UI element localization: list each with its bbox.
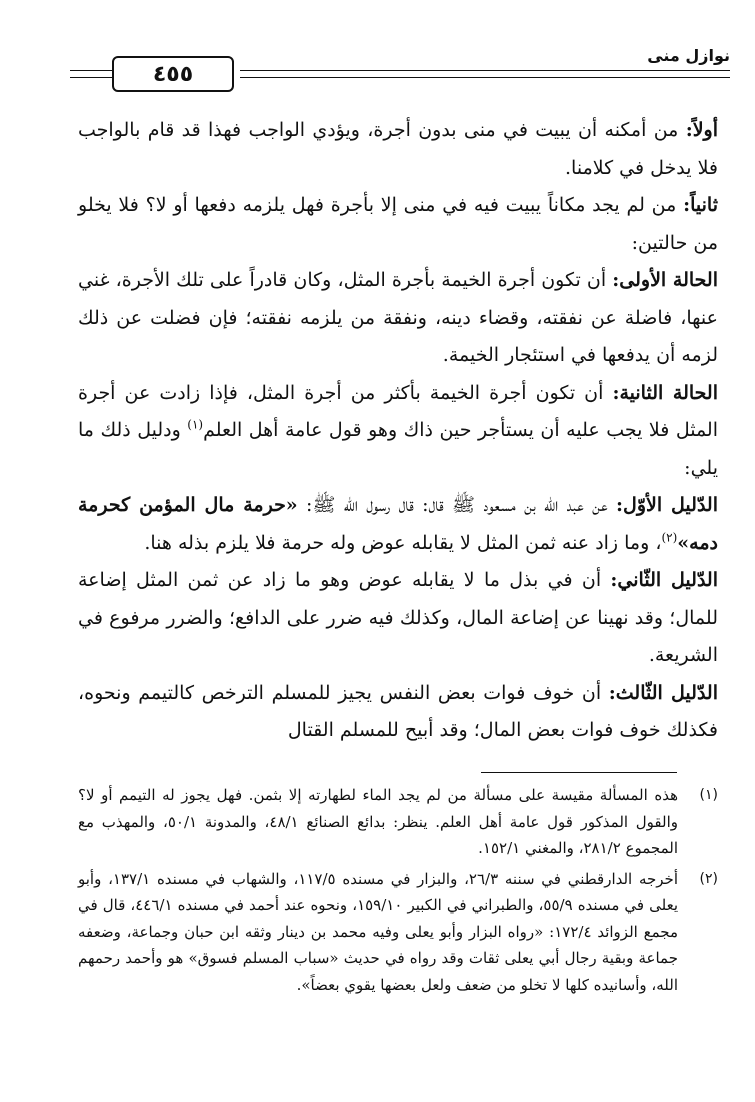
paragraph-text: أن تكون أجرة الخيمة بأجرة المثل، وكان قادراً على تلك الأجرة، غني عنها، فاضلة عن نفقته، وقضاء دينه، ونفقة من يلزمه نفقته؛ فإن فضلت عن ذلك لزمه أن يدفعها في استئجار الخيمة. xyxy=(78,269,718,366)
paragraph-case-two xyxy=(78,375,718,488)
paragraph-first xyxy=(78,112,718,187)
paragraph-evidence-one xyxy=(78,487,718,562)
paragraph-text: أن في بذل ما لا يقابله عوض وهو ما زاد عن ثمن المثل إضاعة للمال؛ وقد نهينا عن إضاعة المال، وكذلك فيه ضرر على الدافع؛ والضرر مرفوع في الشريعة. xyxy=(78,569,718,666)
header-left-rule xyxy=(70,70,112,71)
footnote-separator xyxy=(481,772,677,773)
paragraph-lead: الدّليل الثّالث: xyxy=(608,681,718,704)
paragraph-text: أن خوف فوات بعض النفس يجيز للمسلم الترخص كالتيمم ونحوه، فكذلك خوف فوات بعض المال؛ وقد أبيح للمسلم القتال xyxy=(78,681,718,741)
footnote-text: أخرجه الدارقطني في سننه ٢٦/٣، والبزار في مسنده ١١٧/٥، والشهاب في مسنده ١٣٧/١، وأبو يعلى في مسنده ٥٥/٩، والطبراني في الكبير ١٥٩/١٠، ونحوه عند أحمد في مسنده ٤٤٦/١، قال في مجمع الزوائد ١٧٢/٤: «رواه البزار وأبو يعلى وفيه محمد بن دينار وثقه ابن حبان وجماعة، وضعفه جماعة وبقية رجال أبي يعلى ثقات وقد رواه في حديث «سباب المسلم فسوق» هو وأحمد رحمهم الله، وأسانيده كلها لا تخلو من ضعف ولعل بعضها يقوي بعضاً». xyxy=(78,869,679,994)
hadith-quote: «حرمة مال المؤمن كحرمة دمه» xyxy=(78,494,718,554)
paragraph-lead: الدّليل الأوّل: xyxy=(616,494,718,516)
paragraph-lead: الحالة الثانية: xyxy=(612,381,718,404)
main-text xyxy=(78,112,718,750)
footnote-item xyxy=(78,866,718,999)
paragraph-text: أن تكون أجرة الخيمة بأكثر من أجرة المثل، فإذا زادت عن أجرة المثل فلا يجب عليه أن يستأجر حين ذاك وهو قول عامة أهل العلم xyxy=(78,381,718,441)
paragraph-lead: الدّليل الثّاني: xyxy=(610,569,718,591)
paragraph-text: من أمكنه أن يبيت في منى بدون أجرة، ويؤدي الواجب فهذا قد قام بالواجب فلا يدخل في كلامنا. xyxy=(78,119,718,179)
page-number: ٤٥٥ xyxy=(112,56,234,92)
paragraph-tail: ودليل ذلك ما يلي: xyxy=(78,419,718,479)
header-rule xyxy=(240,70,730,71)
paragraph-case-one xyxy=(78,262,718,375)
paragraph-second xyxy=(78,187,718,262)
paragraph-lead: الحالة الأولى: xyxy=(612,269,718,291)
footnote-number: (٢) xyxy=(699,870,718,887)
footnote-number: (١) xyxy=(699,787,718,803)
paragraph-evidence-two xyxy=(78,562,718,675)
paragraph-text: من لم يجد مكاناً يبيت فيه في منى إلا بأجرة فهل يلزمه دفعها أو لا؟ فلا يخلو من حالتين: xyxy=(78,194,718,254)
header-left-rule-2 xyxy=(70,77,112,78)
header-rule-2 xyxy=(240,77,730,78)
paragraph-lead: ثانياً: xyxy=(683,194,718,216)
footnote-ref[interactable]: (٢) xyxy=(661,530,678,545)
paragraph-lead: أولاً: xyxy=(685,119,718,141)
paragraph-tail: ، وما زاد عنه ثمن المثل لا يقابله عوض وله حرمة فلا يلزم بذله هنا. xyxy=(144,531,662,554)
book-title: نوازل منى xyxy=(641,46,730,65)
page-header xyxy=(70,44,730,100)
footnote-item xyxy=(78,782,718,862)
paragraph-evidence-three xyxy=(78,675,718,750)
paragraph-text: عن عبد الله بن مسعود ﷺ قال: قال رسول الله ﷺ: xyxy=(297,494,616,516)
footnotes xyxy=(78,782,718,1002)
footnote-ref[interactable]: (١) xyxy=(187,417,204,432)
footnote-text: هذه المسألة مقيسة على مسألة من لم يجد الماء لطهارته إلا بثمن. فهل يجوز له التيمم أو لا؟ والقول المذكور قول عامة أهل العلم. ينظر: بدائع الصنائع ٤٨/١، والمدونة ٥٠/١، والمهذب مع المجموع ٢٨١/٢، والمغني ١٥٢/١. xyxy=(78,786,678,857)
